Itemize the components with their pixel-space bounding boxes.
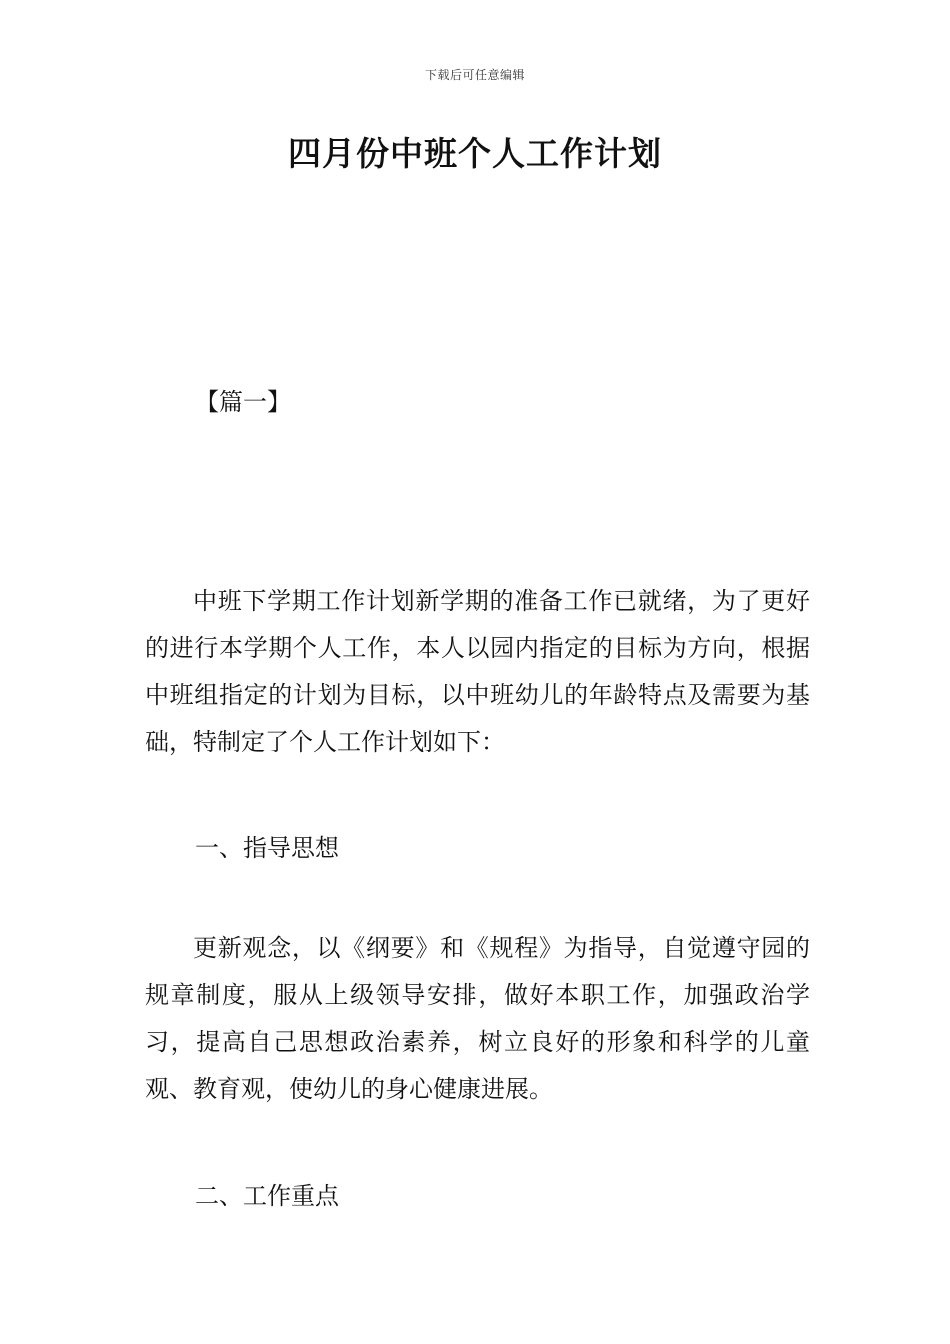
page-header-note: 下载后可任意编辑 [424,68,525,82]
heading-work-focus: 二、工作重点 [195,1182,339,1210]
section-tag: 【篇一】 [195,388,291,416]
heading-guiding-ideology: 一、指导思想 [195,834,339,862]
guiding-ideology-paragraph: 更新观念，以《纲要》和《规程》为指导，自觉遵守园的规章制度，服从上级领导安排，做好本职工作，加强政治学习，提高自己思想政治素养，树立良好的形象和科学的儿童观、教育观，使幼儿的身心健康进展。 [145,934,810,1103]
document-title: 四月份中班个人工作计划 [288,134,662,173]
intro-paragraph: 中班下学期工作计划新学期的准备工作已就绪，为了更好的进行本学期个人工作，本人以园内指定的目标为方向，根据中班组指定的计划为目标，以中班幼儿的年龄特点及需要为基础，特制定了个人工作计划如下： [145,587,810,756]
